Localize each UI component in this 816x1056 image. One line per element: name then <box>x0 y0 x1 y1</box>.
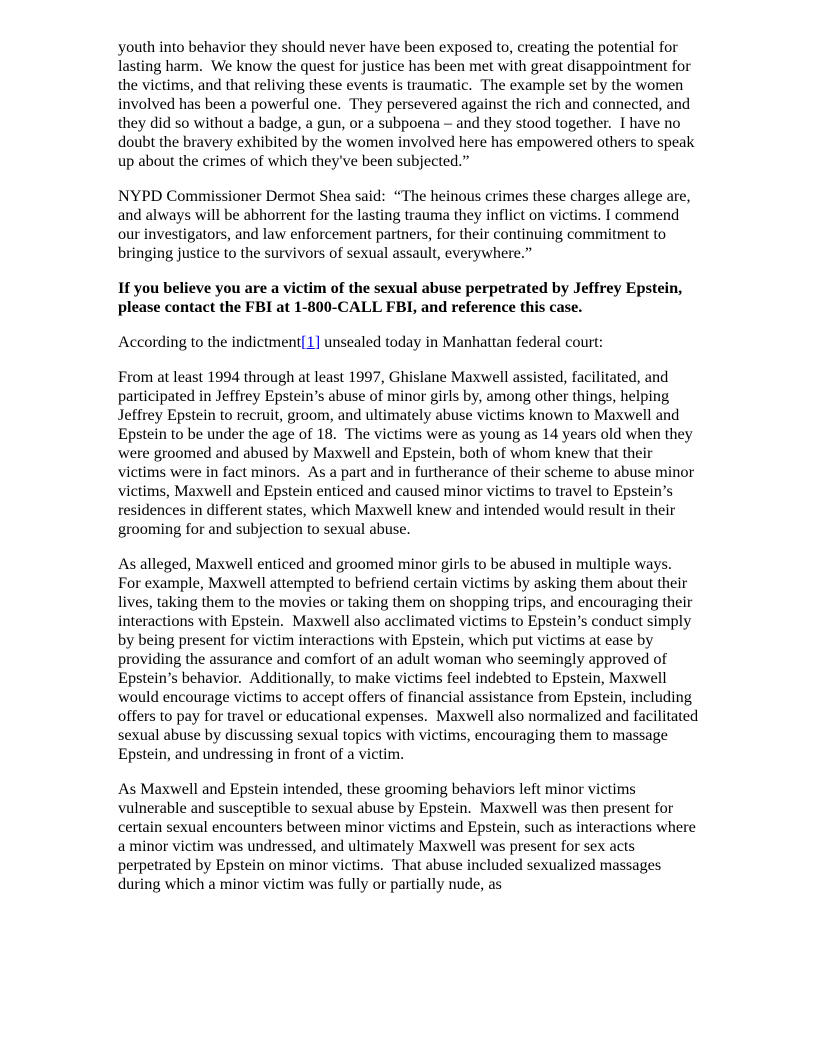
indictment-intro-paragraph <box>118 332 699 351</box>
footnote-close-bracket: ] <box>314 332 321 351</box>
footnote-1-link[interactable] <box>301 332 320 351</box>
quote-continuation-paragraph: youth into behavior they should never have been exposed to, creating the potential for lasting harm. We know the quest for justice has been met with great disappointment for the victims, and that reliving these events is traumatic. The example set by the women involved has been a powerful one. They persevered against the rich and connected, and they did so without a badge, a gun, or a subpoena – and they stood together. I have no doubt the bravery exhibited by the women involved here has empowered others to speak up about the crimes of which they've been subjected.” <box>118 37 699 170</box>
grooming-methods-paragraph: As alleged, Maxwell enticed and groomed minor girls to be abused in multiple ways. For example, Maxwell attempted to befriend certain victims by asking them about their lives, taking them to the movies or taking them on shopping trips, and encouraging their interactions with Epstein. Maxwell also acclimated victims to Epstein’s conduct simply by being present for victim interactions with Epstein, which put victims at ease by providing the assurance and comfort of an adult woman who seemingly approved of Epstein’s behavior. Additionally, to make victims feel indebted to Epstein, Maxwell would encourage victims to accept offers of financial assistance from Epstein, including offers to pay for travel or educational expenses. Maxwell also normalized and facilitated sexual abuse by discussing sexual topics with victims, encouraging them to massage Epstein, and undressing in front of a victim. <box>118 554 703 763</box>
footnote-open-bracket: [ <box>301 332 307 351</box>
abuse-outcome-paragraph: As Maxwell and Epstein intended, these grooming behaviors left minor victims vulnerable and susceptible to sexual abuse by Epstein. Maxwell was then present for certain sexual encounters between minor victims and Epstein, such as interactions where a minor victim was undressed, and ultimately Maxwell was present for sex acts perpetrated by Epstein on minor victims. That abuse included sexualized massages during which a minor victim was fully or partially nude, as <box>118 779 700 893</box>
indictment-intro-text-after: unsealed today in Manhattan federal court: <box>320 332 604 351</box>
indictment-summary-paragraph: From at least 1994 through at least 1997, Ghislane Maxwell assisted, facilitated, and participated in Jeffrey Epstein’s abuse of minor girls by, among other things, helping Jeffrey Epstein to recruit, groom, and ultimately abuse victims known to Maxwell and Epstein to be under the age of 18. The victims were as young as 14 years old when they were groomed and abused by Maxwell and Epstein, both of whom knew that their victims were in fact minors. As a part and in furtherance of their scheme to abuse minor victims, Maxwell and Epstein enticed and caused minor victims to travel to Epstein’s residences in different states, which Maxwell knew and intended would result in their grooming for and subjection to sexual abuse. <box>118 367 699 538</box>
footnote-number: 1 <box>306 332 315 351</box>
indictment-intro-text-before: According to the indictment <box>118 332 302 351</box>
press-release-body <box>118 37 703 909</box>
nypd-statement-paragraph: NYPD Commissioner Dermot Shea said: “The heinous crimes these charges allege are, and always will be abhorrent for the lasting trauma they inflict on victims. I commend our investigators, and law enforcement partners, for their continuing commitment to bringing justice to the survivors of sexual assault, everywhere.” <box>118 186 695 262</box>
victim-contact-notice-paragraph: If you believe you are a victim of the sexual abuse perpetrated by Jeffrey Epstein, please contact the FBI at 1-800-CALL FBI, and reference this case. <box>118 278 687 316</box>
